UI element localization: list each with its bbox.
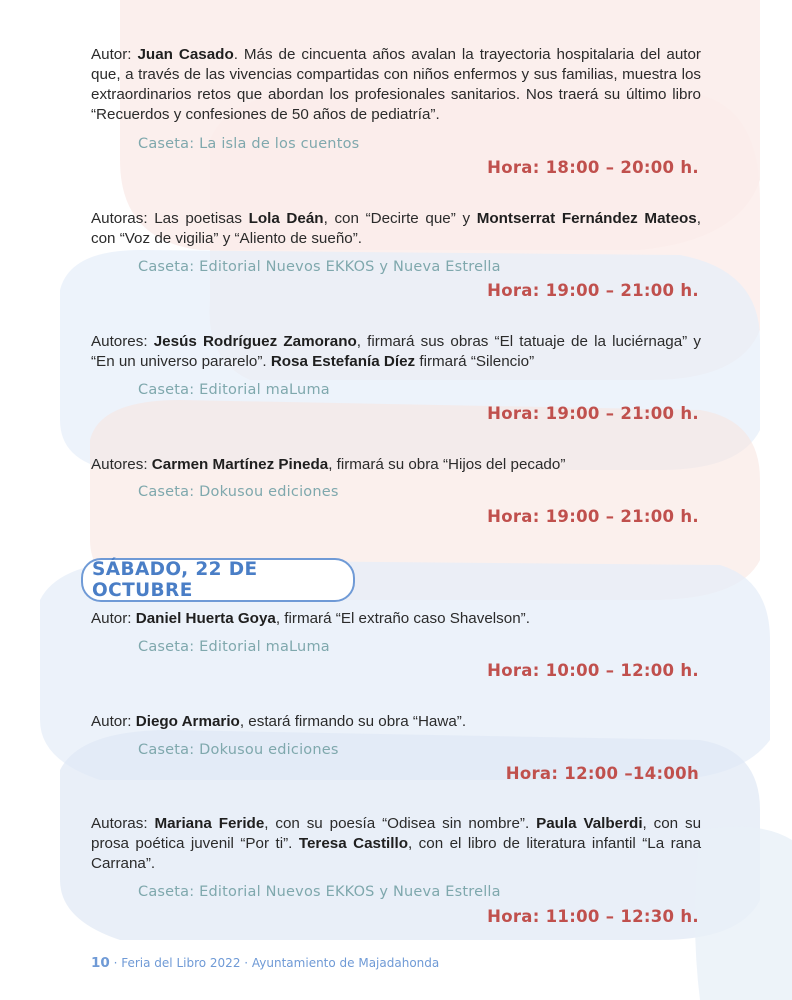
footer-text: · Feria del Libro 2022 · Ayuntamiento de Majadahonda (109, 956, 440, 970)
author-name: Carmen Martínez Pineda (151, 456, 329, 473)
entry-text: Autoras: (91, 815, 155, 832)
author-name: Lola Deán (248, 210, 324, 227)
author-name: Diego Armario (135, 713, 240, 730)
entry-text: , con “Decirte que” y (323, 210, 477, 227)
entry-description (91, 814, 701, 874)
time-label: Hora: 19:00 – 21:00 h. (487, 281, 699, 300)
signing-entry (91, 209, 701, 249)
entry-text: , firmará su obra “Hijos del pecado” (328, 456, 566, 473)
author-name: Jesús Rodríguez Zamorano (153, 333, 357, 350)
time-label: Hora: 19:00 – 21:00 h. (487, 507, 699, 526)
entry-text: Autoras: Las poetisas (91, 210, 249, 227)
signing-entry (91, 712, 701, 732)
booth-label: Caseta: Editorial maLuma (138, 639, 330, 655)
entry-text: , firmará “El extraño caso Shavelson”. (275, 610, 530, 627)
day-heading: SÁBADO, 22 DE OCTUBRE (81, 558, 355, 602)
signing-entry (91, 609, 701, 629)
entry-text: , con su prosa poética juvenil “Por ti”. (91, 815, 702, 852)
entry-description (91, 332, 701, 372)
entry-text: , con su poesía “Odisea sin nombre”. (264, 815, 537, 832)
entry-text: , firmará sus obras “El tatuaje de la luciérnaga” y “En un universo pararelo”. (91, 333, 701, 370)
author-name: Daniel Huerta Goya (135, 610, 276, 627)
page-number: 10 (91, 955, 110, 971)
booth-label: Caseta: Dokusou ediciones (138, 742, 339, 758)
booth-label: Caseta: Editorial Nuevos EKKOS y Nueva Estrella (138, 259, 501, 275)
booth-label: Caseta: Editorial Nuevos EKKOS y Nueva Estrella (138, 884, 501, 900)
entry-description (91, 455, 701, 475)
time-label: Hora: 19:00 – 21:00 h. (487, 404, 699, 423)
entry-text: . Más de cincuenta años avalan la trayectoria hospitalaria del autor que, a través de las vivencias compartidas con niños enfermos y sus familias, muestra los extraordinarios retos que abordan los profesionales sanitarios. Nos traerá su último libro “Recuerdos y confesiones de 50 años de pediatría”. (91, 46, 701, 123)
entry-text: , con el libro de literatura infantil “La rana Carrana”. (91, 835, 702, 872)
entry-description (91, 609, 701, 629)
entry-description (91, 209, 701, 249)
author-name: Montserrat Fernández Mateos (476, 210, 697, 227)
entry-description (91, 45, 701, 125)
time-label: Hora: 12:00 –14:00h (505, 764, 699, 783)
entry-text: , estará firmando su obra “Hawa”. (239, 713, 467, 730)
signing-entry (91, 45, 701, 125)
time-label: Hora: 10:00 – 12:00 h. (487, 661, 699, 680)
booth-label: Caseta: Editorial maLuma (138, 382, 330, 398)
booth-label: Caseta: La isla de los cuentos (138, 136, 360, 152)
signing-entry (91, 332, 701, 372)
time-label: Hora: 18:00 – 20:00 h. (487, 158, 699, 177)
entry-description (91, 712, 701, 732)
booth-label: Caseta: Dokusou ediciones (138, 484, 339, 500)
entry-text: Autor: (91, 713, 136, 730)
entry-text: Autor: (91, 46, 138, 63)
time-label: Hora: 11:00 – 12:30 h. (487, 907, 699, 926)
entry-text: Autores: (91, 456, 152, 473)
author-name: Teresa Castillo (298, 835, 408, 852)
entry-text: Autor: (91, 610, 136, 627)
entry-text: , con “Voz de vigilia” y “Aliento de sueño”. (91, 210, 701, 247)
entry-text: Autores: (91, 333, 154, 350)
page-footer (91, 955, 439, 971)
signing-entry (91, 814, 701, 874)
entry-text: firmará “Silencio” (415, 353, 535, 370)
signing-entry (91, 455, 701, 475)
author-name: Juan Casado (137, 46, 234, 63)
author-name: Mariana Feride (154, 815, 265, 832)
author-name: Paula Valberdi (536, 815, 643, 832)
author-name: Rosa Estefanía Díez (270, 353, 416, 370)
